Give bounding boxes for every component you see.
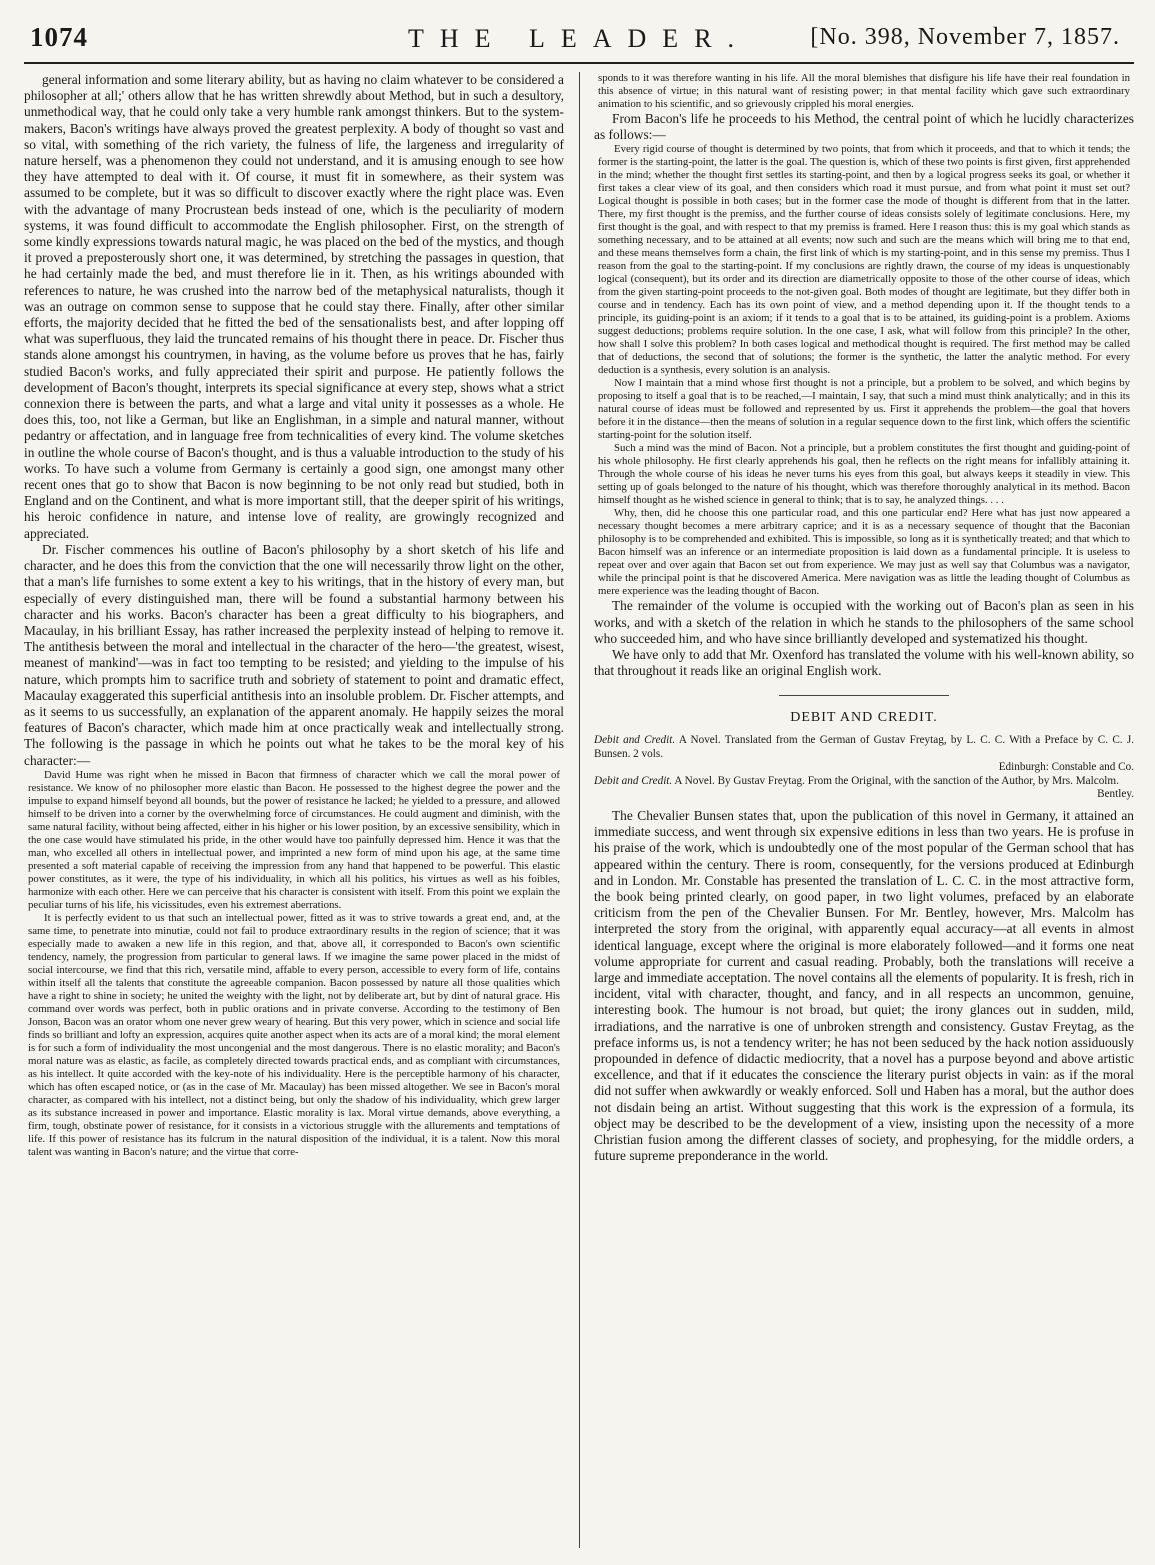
book-details: A Novel. Translated from the German of Gustav Freytag, by L. C. C. With a Preface by C. C. J. Bunsen. 2 vols. (594, 734, 1134, 760)
book-details: A Novel. By Gustav Freytag. From the Original, with the sanction of the Author, by Mrs. Malcolm. (674, 774, 1119, 787)
newspaper-page (24, 18, 1134, 1548)
section-title: DEBIT AND CREDIT. (790, 710, 938, 726)
columns (24, 72, 1134, 1548)
left-column (24, 72, 564, 1548)
quoted-passage: sponds to it was therefore wanting in his life. All the moral blemishes that disfigure his life have their real foundation in this absence of virtue; in this natural want of resisting power; in that mental facility which gave such extraordinary animation to his scientific, and so grievously crippled his moral energies. (598, 72, 1130, 110)
section-divider (779, 695, 949, 696)
column-rule (579, 72, 580, 1548)
bibliography-entry (594, 775, 1134, 802)
publisher: Bentley. (1097, 788, 1134, 801)
quoted-passage: Why, then, did he choose this one particular road, and this one particular end? Here what has just now appeared a necessary thought becomes a mere arbitrary caprice; and it is as a necessary sequence of thought that the Baconian philosophy is to be comprehended and exhibited. This is impossible, so long as it is synthetically treated; and that which to Bacon himself was an inference or an intermediate proposition is laid down as a fundamental principle. It is useless to repeat over and over again that Bacon set out from experience. We may just as well say that Columbus was a navigator, while the principal point is that he discovered America. Mere navigation was as little the leading thought of Columbus as mere experience was the leading thought of Bacon. (598, 507, 1130, 598)
article-paragraph: Dr. Fischer commences his outline of Bacon's philosophy by a short sketch of his life and character, and he does this from the conviction that the one will necessarily throw light on the other, that a man's life furnishes to some extent a key to his writings, that in the history of every man, but especially of every distinguished man, there will be found a substantial harmony between his character and his works. Bacon's character has been a great difficulty to his biographers, and Macaulay, in his brilliant Essay, has rather increased the perplexity instead of helping to remove it. The antithesis between the moral and intellectual in the character of the hero—'the greatest, wisest, meanest of mankind'—was in fact too tempting to be resisted; and yielding to the impulse of his nature, which prompts him to sacrifice truth and sobriety of statement to point and dramatic effect, Macaulay exaggerated this superficial antithesis into an insoluble problem. Dr. Fischer attempts, and as it seems to us successfully, an explanation of the apparent anomaly. He happily seizes the moral features of Bacon's character, which made him at once practically weak and intellectually strong. The following is the passage in which he points out what he takes to be the moral key of his character:— (24, 541, 564, 768)
review-paragraph: The Chevalier Bunsen states that, upon the publication of this novel in Germany, it attained an immediate success, and went through six expensive editions in less than two years. He is profuse in his praise of the work, which is undoubtedly one of the most popular of the German school that has appeared within the century. There is room, consequently, for the versions produced at Edinburgh and in London. Mr. Constable has presented the translation of L. C. C. in the most attractive form, the book being printed clearly, on good paper, in two light volumes, prefaced by an elaborate criticism from the pen of the Chevalier Bunsen. For Mr. Bentley, however, Mrs. Malcolm has interpreted the story from the original, with apparently equal accuracy—at all events in almost identical language, except where the original is more elaborately followed—and it forms one neat volume appropriate for current and casual reading. Probably, both the translations will receive a large and immediate acceptation. The novel contains all the elements of popularity. It is fresh, rich in incident, vital with character, thought, and fancy, and in all respects an uncommon, genuine, interesting book. The humour is not broad, but quiet; the irony glances out in sudden, mild, irradiations, and the narrative is one of unbroken strength and consistency. Gustav Freytag, as the preface informs us, is not a tendency writer; he has not been seduced by the hack notion assiduously propounded in defence of didactic mediocrity, that a novel has a purpose beyond and above artistic excellence, and that if it educates the conscience the literary purist objects in vain: as if the moral did not suffer when awkwardly or weakly enforced. Soll und Haben has a moral, but the author does not disdain being an artist. Without suggesting that this work is the expression of a formula, its object may be described to be the development of a view, insisting upon the necessity of a more Christian fusion among the different classes of society, and prophesying, for the middle orders, a future supreme preponderance in the world. (594, 807, 1134, 1164)
article-paragraph: We have only to add that Mr. Oxenford has translated the volume with his well-known ability, so that throughout it reads like an original English work. (594, 647, 1134, 679)
quoted-passage: It is perfectly evident to us that such an intellectual power, fitted as it was to strive towards a great end, and, at the same time, to penetrate into minutiæ, could not fail to produce extraordinary results in the region of science; that it was especially made to awaken a new life in this region, and that, above all, it corresponded to Bacon's own scientific tendency, namely, the progression from particular to general laws. If we imagine the same power placed in the midst of social intercourse, we find that this rich, versatile mind, affable to every person, accessible to every form of life, contains within itself all the talents that constitute the agreeable companion. Bacon possessed by nature all those qualities which have a right to shine in society; he united the weighty with the light, not by deliberate art, but by dint of natural grace. His command over words was perfect, both in public orations and in private converse. According to the testimony of Ben Jonson, Bacon was an orator whom one never grew weary of hearing. But this very power, which in science and social life finds so brilliant and lofty an expression, acquires quite another aspect when its acts are of a moral kind; the moral element is for such a form of individuality the most uncongenial and the most dangerous. There is no elastic morality; and Bacon's moral nature was as elastic, as facile, as completely directed towards practical ends, and as compliant with circumstances, as his intellect. It quite accorded with the key-note of his individuality. Here is the perceptible harmony of his character, which has often escaped notice, or (as in the case of Mr. Macaulay) has been missed altogether. We see in Bacon's moral character, as compared with his intellect, not a distinct being, but only the shadow of his individuality, which grew larger as its substance increased in power and importance. Elastic morality is lax. Moral virtue demands, above everything, a firm, tough, obstinate power of resistance, for it consists in a victorious struggle with the allurements and temptations of life. If this power of resistance has its fulcrum in the natural disposition of the individual, it is a talent. Now this moral talent was wanting in Bacon's nature; and the virtue that corre- (28, 911, 560, 1158)
page-number: 1074 (30, 22, 88, 52)
article-paragraph: The remainder of the volume is occupied with the working out of Bacon's plan as seen in his works, and with a sketch of the relation in which he stands to the philosophers of the same school who succeeded him, and who have since brilliantly developed and systematized his thought. (594, 598, 1134, 646)
article-paragraph: From Bacon's life he proceeds to his Method, the central point of which he lucidly characterizes as follows:— (594, 111, 1134, 143)
article-paragraph: general information and some literary ability, but as having no claim whatever to be considered a philosopher at all;' others allow that he has written shrewdly about Method, but in such a desultory, unmethodical way, that he could only take a very humble rank amongst thinkers. But to the system-makers, Bacon's writings have always proved the greatest perplexity. A body of thought so vast and so vital, with something of the rich variety, the fulness of life, the largeness and irregularity of nature herself, was a phenomenon they could not understand, and it is amusing enough to see how they have attempted to deal with it. Of course, it must fit in somewhere, as their system was assumed to be complete, but it was so difficult to discover exactly where the right place was. Even with the advantage of many Procrustean beds instead of one, which is the peculiarity of modern systems, it was found difficult to accommodate the English philosopher. First, on the strength of some kindly expressions towards natural magic, he was placed on the bed of the mystics, and though it proved a preposterously short one, it was determined, by stretching the passages in question, that he had certainly made the bed, and must therefore lie in it. Then, as his writings abounded with references to nature, he was crushed into the narrow bed of the metaphysical naturalists, though it was an outrage on common sense to suppose that he could stay there. Finally, after other similar efforts, the majority decided that he fitted the bed of the sensationalists best, and after lopping off what was superfluous, they laid the truncated remains of his thought there in peace. Dr. Fischer thus stands alone amongst his countrymen, in having, as the volume before us proves that he has, fairly studied Bacon's works, and fully appreciated their spirit and purpose. He patiently follows the development of Bacon's thought, interprets its special significance at every step, shows what a strict connexion there is between the parts, and what a large and vital unity it possesses as a whole. He does this, too, not like a German, but like an Englishman, in a simple and natural manner, without pedantry or affectation, and in language free from technicalities of every kind. The volume sketches in outline the whole course of Bacon's thought, and is thus a valuable introduction to the study of his works. To have such a volume from Germany is certainly a good sign, one amongst many other recent ones that go to show that Bacon is now beginning to be not only read but studied, both in England and on the Continent, and what is more important still, that the deeper spirit of his writings, his heroic confidence in nature, and intense love of reality, are growingly recognized and appreciated. (24, 72, 564, 541)
publisher: Edinburgh: Constable and Co. (998, 761, 1134, 774)
quoted-passage: Such a mind was the mind of Bacon. Not a principle, but a problem constitutes the first thought and guiding-point of his whole philosophy. He first clearly apprehends his goal, then he reflects on the right means for infallibly attaining it. Through the whole course of his ideas he never turns his eyes from this goal, but always keeps it steadily in view. This setting up of goals belonged to the nature of his thought, which was therefore thoroughly analytical in its method. Bacon himself thought as he wished science in general to think; that is to say, he analyzed things. . . . (598, 442, 1130, 507)
issue-info: [No. 398, November 7, 1857. (810, 24, 1120, 50)
quoted-passage: David Hume was right when he missed in Bacon that firmness of character which we call the moral power of resistance. We know of no philosopher more elastic than Bacon. He possessed to the highest degree the power and the impulse to expand himself beyond all bounds, but the power of resistance he lacked; he yielded to a pressure, and allowed himself to be driven into a corner by the overwhelming force of circumstances. He could augment and diminish, with the same natural facility, without being affected, either in his higher or his lower position, by an excessive sensibility, which in the one case would have stimulated his pride, in the other would have too painfully depressed him. Hence it was that the man, who excelled all others in intellectual power, and imprinted a new form of mind upon his age, at the same time presented a soft material capable of receiving the impression from any hand that happened to be powerful. This elastic power constitutes, as it were, the type of his individuality, in which all his politics, his virtues as well as his foibles, harmonize with each other. Here we can perceive that his character is consistent with itself. From this point we explain the peculiar turns of his life, his vicissitudes, even his extremest aberrations. (28, 768, 560, 911)
masthead (24, 18, 1134, 64)
bibliography-entry (594, 734, 1134, 775)
quoted-passage: Now I maintain that a mind whose first thought is not a principle, but a problem to be solved, and which begins by proposing to itself a goal that is to be reached,—I maintain, I say, that such a mind must think analytically; and in this its natural course of ideas must be followed and represented by us. First it apprehends the problem—the goal that hovers before it in the distance—then the means of solution in a regular sequence down to the first link, which offers the scientific starting-point for the solution itself. (598, 377, 1130, 442)
book-title: Debit and Credit. (594, 734, 676, 747)
publication-title: THE LEADER. (407, 24, 751, 53)
right-column (594, 72, 1134, 1548)
book-title: Debit and Credit. (594, 774, 673, 787)
quoted-passage: Every rigid course of thought is determined by two points, that from which it proceeds, and that to which it tends; the former is the starting-point, the latter is the goal. The question is, which of these two points is first given, first apprehended in the mind; whether the thought first settles its starting-point, and then by a logical progress seeks its goal, or whether it first takes a clear view of its goal, and then considers which road it must pursue, and from what point it must set out? Logical thought is possible in both cases; but in the former case the mode of thought is different from that in the latter. There, my first thought is the premiss, and the further course of ideas consists solely of legitimate conclusions. Here, my first thought is the goal, and with respect to that my premiss is framed. Here I reason thus: this is my goal which stands as something necessary, and to be attained at all events; now such and such are the means which will bring me to that end, and these means themselves form a chain, the first link of which is my starting-point, and in this sense my premiss. Thus I reason from the goal to the starting-point. If my conclusions are rightly drawn, the course of my ideas is unquestionably logical (consequent), but its order and its direction are diametrically opposite to those of the other course of ideas, which from the given starting-point proceeds to the not-given goal. Both modes of thought are legitimate, but they differ both in course and in tendency. Each has its own point of view, and a method depending upon it. If the thought tends to a principle, its guiding-point is an axiom; if it tends to a goal that is to be attained, its guiding-point is a problem. Axioms suggest deductions; problems require solution. In the one case, I ask, what will follow from this principle? In the other, how shall I solve this problem? In both cases logical and methodical thought is required. The first method may be called that of deductions, the second that of solutions; the former is the synthetic, the latter the analytic method. For every deduction is a synthesis, every solution is an analysis. (598, 143, 1130, 377)
